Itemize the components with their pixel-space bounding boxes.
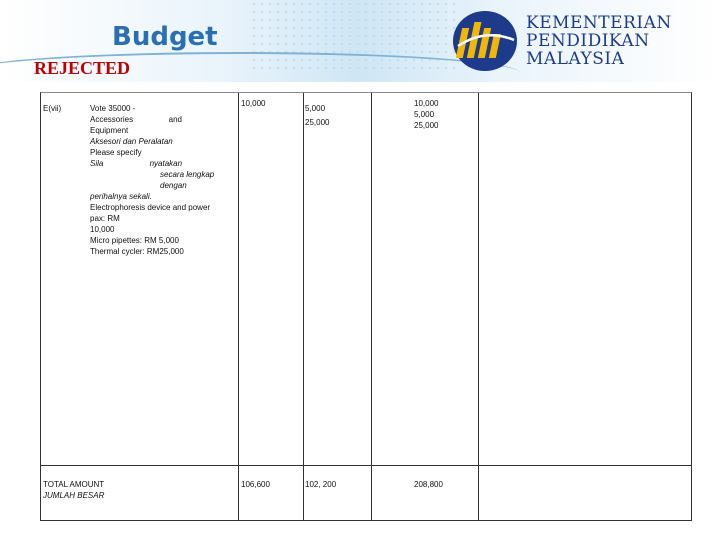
desc-sila-row [90,158,250,169]
col2-value-1: 5,000 [305,104,326,113]
desc-pax: pax: RM [90,214,120,223]
desc-micro-pipettes: Micro pipettes: RM 5,000 [90,236,179,245]
desc-electrophoresis: Electrophoresis device and power [90,203,211,212]
desc-dengan: dengan [160,181,187,190]
total-label [43,479,104,501]
col3-values [414,98,438,131]
budget-table [40,92,692,521]
desc-pax-amount: 10,000 [90,225,115,234]
desc-and: and [168,115,182,124]
column-divider-3 [371,93,372,520]
desc-thermal-cycler: Thermal cycler: RM25,000 [90,247,184,256]
ministry-name-line-2: PENDIDIKAN [526,31,650,51]
desc-equipment: Equipment [90,126,129,135]
total-col2: 102, 200 [305,480,337,489]
ministry-emblem-icon [452,10,518,72]
col3-value-1: 10,000 [414,99,439,108]
ministry-name-line-3: MALAYSIA [526,49,625,69]
desc-vote: Vote 35000 - [90,104,136,113]
item-code: E(vii) [43,104,62,113]
col2-value-2: 25,000 [305,118,330,127]
ministry-logo [452,10,702,72]
total-row-divider [41,465,691,466]
total-label-ms: JUMLAH BESAR [43,491,105,500]
desc-malay-label: Aksesori dan Peralatan [90,137,173,146]
item-description [90,103,250,257]
ministry-name-line-1: KEMENTERIAN [526,13,672,33]
desc-accessories-row [90,114,182,125]
total-label-en: TOTAL AMOUNT [43,480,105,489]
col3-value-2: 5,000 [414,110,435,119]
page-title: Budget [112,22,218,52]
desc-please-specify: Please specify [90,148,142,157]
col1-value-1: 10,000 [241,99,266,108]
column-divider-2 [303,93,304,520]
desc-sila: Sila [90,159,104,168]
column-divider-4 [478,93,479,520]
col2-values [305,103,329,128]
total-col3: 208,800 [414,480,443,489]
col3-value-3: 25,000 [414,121,439,130]
desc-nyatakan: nyatakan [149,159,183,168]
ministry-name [526,14,672,68]
desc-secara-lengkap: secara lengkap [160,170,215,179]
status-label: REJECTED [34,58,131,78]
desc-perihalnya: perihalnya sekali. [90,192,152,201]
desc-accessories: Accessories [90,115,134,124]
total-col1: 106,600 [241,480,270,489]
